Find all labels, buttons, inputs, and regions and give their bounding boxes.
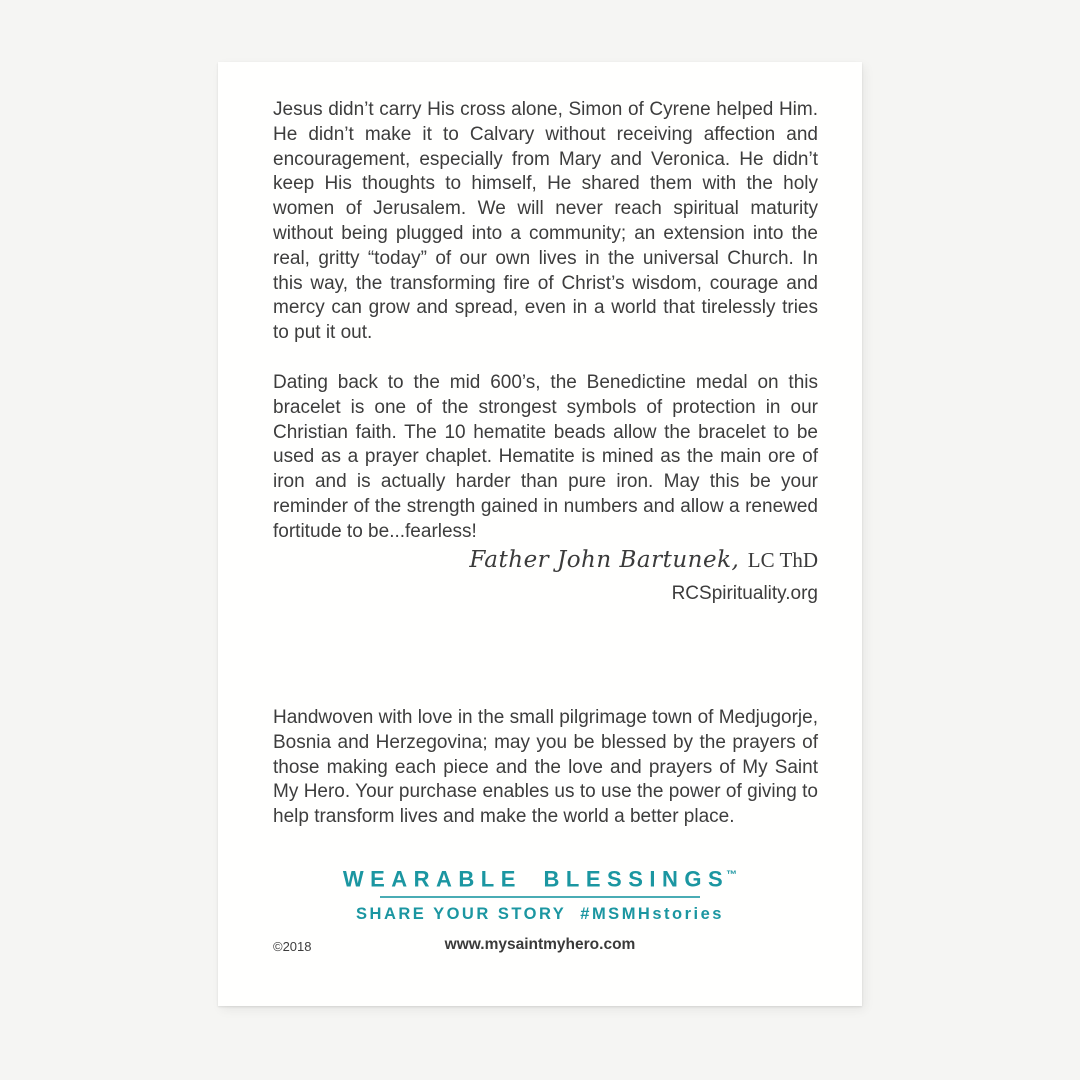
footer-website: www.mysaintmyhero.com <box>444 936 636 953</box>
signature-credentials: LC ThD <box>747 548 818 572</box>
paragraph-jesus-cross: Jesus didn’t carry His cross alone, Simon of Cyrene helped Him. He didn’t make it to Calvary without receiving affection and encouragement, especially from Mary and Veronica. He didn’t keep His thoughts to himself, He shared them with the holy women of Jerusalem. We will never reach spiritual maturity without being plugged into a community; an extension into the real, gritty “today” of our own lives in the universal Church. In this way, the transforming fire of Christ’s wisdom, courage and mercy can grow and spread, even in a world that tirelessly tries to put it out. <box>273 99 818 344</box>
brand-divider-rule <box>380 896 700 898</box>
signature-line <box>273 542 818 581</box>
signature-name: Father John Bartunek, <box>469 547 740 573</box>
tagline-share-your-story: SHARE YOUR STORY <box>356 905 567 924</box>
paragraph-handwoven: Handwoven with love in the small pilgrimage town of Medjugorje, Bosnia and Herzegovina; may you be blessed by the prayers of those making each piece and the love and prayers of My Saint My Hero. Your purchase enables us to use the power of giving to help transform lives and make the world a better place. <box>273 707 818 828</box>
wearable-blessings-title <box>218 861 862 893</box>
footer <box>218 936 862 954</box>
copyright-text: ©2018 <box>273 939 312 954</box>
signature-block <box>273 542 818 607</box>
signature-website: RCSpirituality.org <box>671 583 818 604</box>
paragraph-benedictine-medal: Dating back to the mid 600’s, the Benedictine medal on this bracelet is one of the strongest symbols of protection in our Christian faith. The 10 hematite beads allow the bracelet to be used as a prayer chaplet. Hematite is mined as the main ore of iron and is actually harder than pure iron. May this be your reminder of the strength gained in numbers and allow a renewed fortitude to be...fearless! <box>273 372 818 542</box>
brand-title-text: WEARABLE BLESSINGS <box>342 866 730 892</box>
insert-card <box>218 62 862 1006</box>
tagline-hashtag: #MSMHstories <box>580 905 724 924</box>
trademark-symbol: ™ <box>726 869 738 881</box>
brand-tagline <box>218 905 862 924</box>
branding-block <box>218 861 862 924</box>
